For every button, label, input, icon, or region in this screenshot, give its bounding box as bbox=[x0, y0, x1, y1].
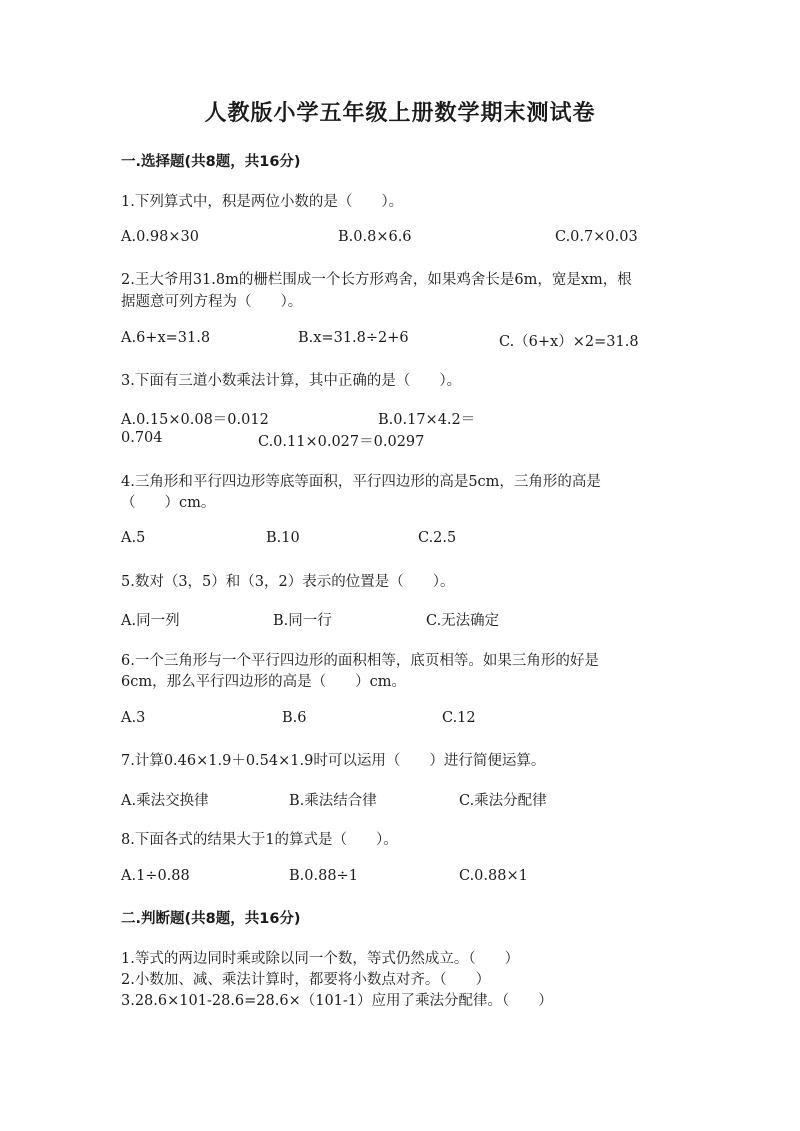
question-5-option-c: C.无法确定 bbox=[426, 613, 500, 629]
question-8-option-c: C.0.88×1 bbox=[459, 868, 528, 884]
question-1-option-a: A.0.98×30 bbox=[121, 229, 199, 245]
question-8-option-a: A.1÷0.88 bbox=[121, 868, 190, 884]
question-4-option-b: B.10 bbox=[266, 530, 300, 546]
question-1-option-c: C.0.7×0.03 bbox=[555, 229, 638, 245]
question-6-stem-line2: 6cm，那么平行四边形的高是（ ）cm。 bbox=[121, 674, 406, 690]
question-3-option-b-line1: B.0.17×4.2＝ bbox=[378, 412, 476, 428]
question-6-option-b: B.6 bbox=[282, 710, 307, 726]
question-6-option-a: A.3 bbox=[121, 710, 146, 726]
question-7-option-c: C.乘法分配律 bbox=[459, 793, 547, 809]
question-4-stem-line1: 4.三角形和平行四边形等底等面积，平行四边形的高是5cm，三角形的高是 bbox=[121, 474, 601, 490]
question-7-stem: 7.计算0.46×1.9＋0.54×1.9时可以运用（ ）进行简便运算。 bbox=[121, 753, 546, 769]
question-1-stem: 1.下列算式中，积是两位小数的是（ ）。 bbox=[121, 194, 404, 210]
question-2-stem-line2: 据题意可列方程为（ ）。 bbox=[121, 294, 303, 310]
question-7-option-b: B.乘法结合律 bbox=[289, 793, 377, 809]
question-2-stem-line1: 2.王大爷用31.8m的栅栏围成一个长方形鸡舍，如果鸡舍长是6m，宽是xm，根 bbox=[121, 272, 632, 288]
question-1-option-b: B.0.8×6.6 bbox=[338, 229, 412, 245]
question-4-option-a: A.5 bbox=[121, 530, 146, 546]
judgment-1: 1.等式的两边同时乘或除以同一个数，等式仍然成立。（ ） bbox=[121, 951, 520, 967]
question-5-option-a: A.同一列 bbox=[121, 613, 180, 629]
question-3-stem: 3.下面有三道小数乘法计算，其中正确的是（ ）。 bbox=[121, 373, 462, 389]
question-2-option-b: B.x=31.8÷2+6 bbox=[298, 330, 409, 346]
question-8-option-b: B.0.88÷1 bbox=[289, 868, 358, 884]
question-3-option-b-line2: 0.704 bbox=[121, 430, 163, 446]
question-4-option-c: C.2.5 bbox=[418, 530, 457, 546]
section-heading-choice: 一.选择题(共8题，共16分) bbox=[121, 154, 301, 170]
question-8-stem: 8.下面各式的结果大于1的算式是（ ）。 bbox=[121, 832, 398, 848]
page-title: 人教版小学五年级上册数学期末测试卷 bbox=[204, 101, 596, 126]
question-2-option-a: A.6+x=31.8 bbox=[121, 330, 211, 346]
question-7-option-a: A.乘法交换律 bbox=[121, 793, 209, 809]
question-4-stem-line2: （ ）cm。 bbox=[121, 495, 216, 511]
section-heading-judgment: 二.判断题(共8题，共16分) bbox=[121, 911, 301, 927]
question-2-option-c: C.（6+x）×2=31.8 bbox=[499, 334, 639, 350]
question-6-option-c: C.12 bbox=[442, 710, 476, 726]
question-6-stem-line1: 6.一个三角形与一个平行四边形的面积相等，底页相等。如果三角形的好是 bbox=[121, 653, 599, 669]
question-5-option-b: B.同一行 bbox=[273, 613, 332, 629]
question-5-stem: 5.数对（3，5）和（3，2）表示的位置是（ ）。 bbox=[121, 574, 455, 590]
judgment-2: 2.小数加、减、乘法计算时，都要将小数点对齐。（ ） bbox=[121, 972, 491, 988]
question-3-option-c: C.0.11×0.027＝0.0297 bbox=[258, 434, 425, 450]
judgment-3: 3.28.6×101-28.6=28.6×（101-1）应用了乘法分配律。（ ） bbox=[121, 993, 553, 1009]
question-3-option-a: A.0.15×0.08＝0.012 bbox=[121, 412, 269, 428]
